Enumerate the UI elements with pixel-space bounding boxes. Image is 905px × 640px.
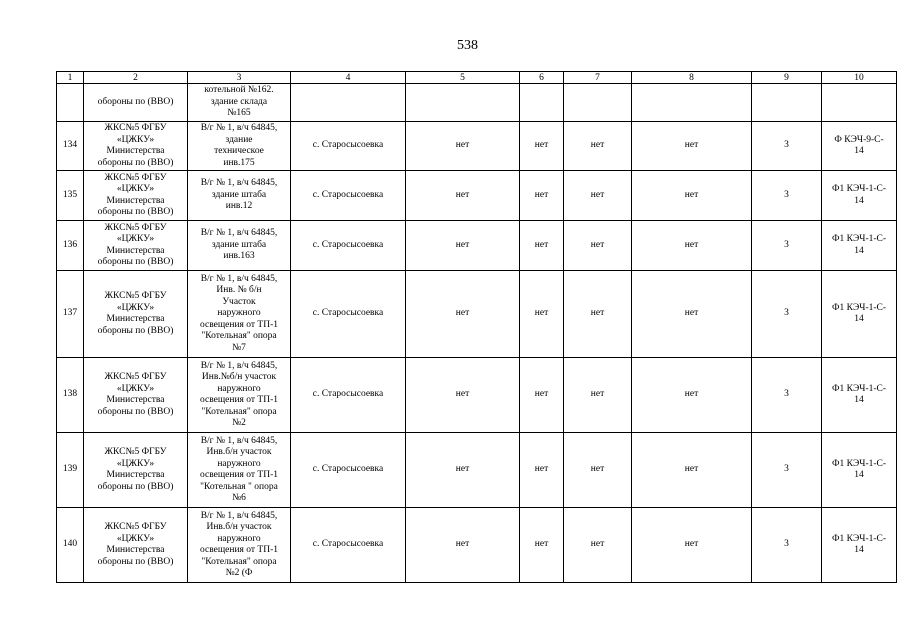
column-header: 10 [822, 72, 897, 84]
column-9-cell: 3 [752, 358, 822, 433]
column-9-cell: 3 [752, 508, 822, 583]
row-number-cell: 135 [57, 171, 84, 221]
organization-cell: ЖКС№5 ФГБУ «ЦЖКУ» Министерства обороны по (ВВО) [84, 221, 188, 271]
object-cell: В/г № 1, в/ч 64845, Инв. № б/н Участок наружного освещения от ТП-1 "Котельная" опора №7 [188, 271, 291, 358]
column-8-cell: нет [632, 221, 752, 271]
column-8-cell: нет [632, 122, 752, 171]
column-header: 1 [57, 72, 84, 84]
page-number: 538 [457, 38, 478, 53]
organization-cell: ЖКС№5 ФГБУ «ЦЖКУ» Министерства обороны по (ВВО) [84, 508, 188, 583]
column-7-cell [564, 84, 632, 122]
row-number-cell: 138 [57, 358, 84, 433]
organization-cell: обороны по (ВВО) [84, 84, 188, 122]
column-header: 5 [406, 72, 520, 84]
table-row [57, 271, 897, 358]
location-cell: с. Старосысоевка [291, 508, 406, 583]
column-9-cell [752, 84, 822, 122]
table-row [57, 358, 897, 433]
column-6-cell: нет [520, 358, 564, 433]
location-cell: с. Старосысоевка [291, 433, 406, 508]
object-cell: В/г № 1, в/ч 64845, Инв.№б/н участок наружного освещения от ТП-1 "Котельная" опора №2 [188, 358, 291, 433]
column-header: 7 [564, 72, 632, 84]
organization-cell: ЖКС№5 ФГБУ «ЦЖКУ» Министерства обороны по (ВВО) [84, 271, 188, 358]
location-cell: с. Старосысоевка [291, 271, 406, 358]
column-9-cell: 3 [752, 122, 822, 171]
table-row [57, 122, 897, 171]
organization-cell: ЖКС№5 ФГБУ «ЦЖКУ» Министерства обороны по (ВВО) [84, 122, 188, 171]
column-8-cell [632, 84, 752, 122]
location-cell [291, 84, 406, 122]
column-10-cell [822, 84, 897, 122]
row-number-cell: 140 [57, 508, 84, 583]
column-header: 4 [291, 72, 406, 84]
column-9-cell: 3 [752, 271, 822, 358]
object-cell: В/г № 1, в/ч 64845, здание штаба инв.163 [188, 221, 291, 271]
column-8-cell: нет [632, 358, 752, 433]
column-5-cell: нет [406, 358, 520, 433]
table-row [57, 508, 897, 583]
column-6-cell: нет [520, 171, 564, 221]
column-6-cell: нет [520, 433, 564, 508]
column-9-cell: 3 [752, 221, 822, 271]
column-7-cell: нет [564, 122, 632, 171]
column-6-cell: нет [520, 508, 564, 583]
object-cell: В/г № 1, в/ч 64845, Инв.б/н участок наружного освещения от ТП-1 "Котельная " опора №6 [188, 433, 291, 508]
column-6-cell [520, 84, 564, 122]
column-10-cell: Ф1 КЭЧ-1-С- 14 [822, 271, 897, 358]
column-10-cell: Ф1 КЭЧ-1-С- 14 [822, 358, 897, 433]
column-10-cell: Ф1 КЭЧ-1-С- 14 [822, 171, 897, 221]
column-6-cell: нет [520, 271, 564, 358]
column-header: 3 [188, 72, 291, 84]
column-8-cell: нет [632, 508, 752, 583]
header-row [57, 72, 897, 84]
column-header: 2 [84, 72, 188, 84]
column-7-cell: нет [564, 358, 632, 433]
column-7-cell: нет [564, 508, 632, 583]
object-cell: В/г № 1, в/ч 64845, здание штаба инв.12 [188, 171, 291, 221]
table-row [57, 221, 897, 271]
column-9-cell: 3 [752, 171, 822, 221]
table-row [57, 84, 897, 122]
row-number-cell [57, 84, 84, 122]
organization-cell: ЖКС№5 ФГБУ «ЦЖКУ» Министерства обороны по (ВВО) [84, 171, 188, 221]
column-5-cell: нет [406, 221, 520, 271]
row-number-cell: 134 [57, 122, 84, 171]
organization-cell: ЖКС№5 ФГБУ «ЦЖКУ» Министерства обороны по (ВВО) [84, 433, 188, 508]
column-6-cell: нет [520, 221, 564, 271]
column-5-cell: нет [406, 433, 520, 508]
location-cell: с. Старосысоевка [291, 171, 406, 221]
table-row [57, 171, 897, 221]
column-header: 8 [632, 72, 752, 84]
object-cell: В/г № 1, в/ч 64845, здание техническое инв.175 [188, 122, 291, 171]
column-header: 6 [520, 72, 564, 84]
column-5-cell: нет [406, 271, 520, 358]
column-7-cell: нет [564, 221, 632, 271]
column-5-cell: нет [406, 508, 520, 583]
column-7-cell: нет [564, 271, 632, 358]
table-row [57, 433, 897, 508]
column-9-cell: 3 [752, 433, 822, 508]
location-cell: с. Старосысоевка [291, 122, 406, 171]
column-8-cell: нет [632, 271, 752, 358]
column-8-cell: нет [632, 171, 752, 221]
column-10-cell: Ф КЭЧ-9-С- 14 [822, 122, 897, 171]
organization-cell: ЖКС№5 ФГБУ «ЦЖКУ» Министерства обороны по (ВВО) [84, 358, 188, 433]
object-cell: котельной №162. здание склада №165 [188, 84, 291, 122]
column-10-cell: Ф1 КЭЧ-1-С- 14 [822, 508, 897, 583]
column-header: 9 [752, 72, 822, 84]
column-10-cell: Ф1 КЭЧ-1-С- 14 [822, 433, 897, 508]
column-5-cell [406, 84, 520, 122]
column-5-cell: нет [406, 171, 520, 221]
data-table [56, 71, 897, 583]
column-10-cell: Ф1 КЭЧ-1-С- 14 [822, 221, 897, 271]
object-cell: В/г № 1, в/ч 64845, Инв.б/н участок наружного освещения от ТП-1 "Котельная" опора №2 (Ф [188, 508, 291, 583]
row-number-cell: 139 [57, 433, 84, 508]
column-7-cell: нет [564, 433, 632, 508]
column-6-cell: нет [520, 122, 564, 171]
column-8-cell: нет [632, 433, 752, 508]
column-7-cell: нет [564, 171, 632, 221]
column-5-cell: нет [406, 122, 520, 171]
location-cell: с. Старосысоевка [291, 358, 406, 433]
row-number-cell: 137 [57, 271, 84, 358]
location-cell: с. Старосысоевка [291, 221, 406, 271]
row-number-cell: 136 [57, 221, 84, 271]
